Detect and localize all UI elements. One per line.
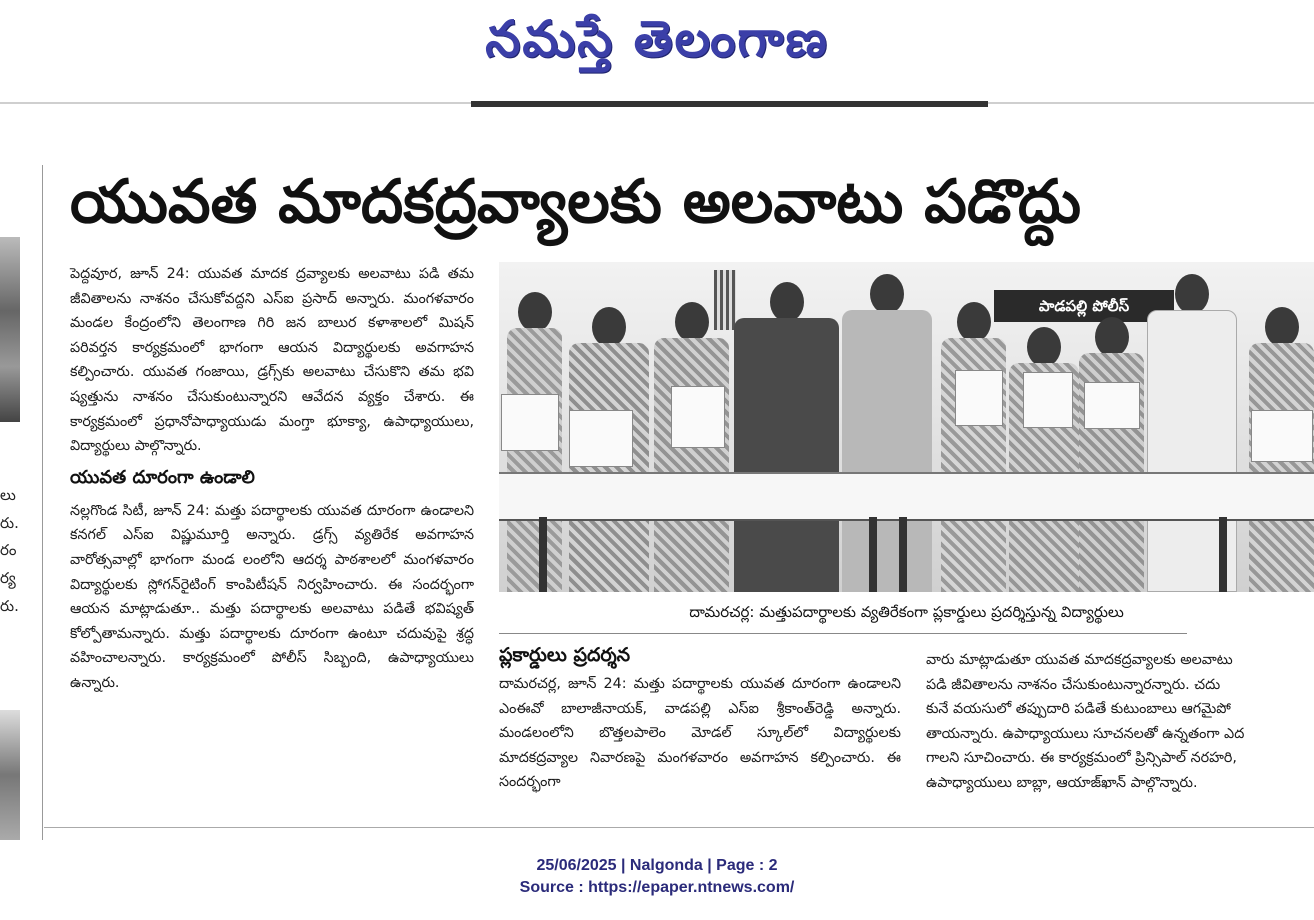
news-photo: [499, 262, 1314, 592]
column-left: [70, 262, 474, 696]
photo-caption: దామరచర్ల: మత్తుపదార్థాలకు వ్యతిరేకంగా ప్లకార్డులు ప్రదర్శిస్తున్న విద్యార్థులు: [689, 603, 1124, 621]
student-figure: [941, 302, 1006, 592]
article-line: పడి జీవితాలను నాశనం చేసుకుంటున్నారన్నారు. చదు: [926, 676, 1221, 693]
table-leg: [539, 517, 547, 592]
article-line: వారు మాట్లాడుతూ యువత మాదకద్రవ్యాలకు అలవాటు: [926, 652, 1233, 668]
table-leg: [899, 517, 907, 592]
photo-table: [499, 472, 1314, 521]
article-body: దామరచర్ల, జూన్ 24: మత్తు పదార్థాలకు యువత దూరంగా ఉండాలని ఎంఈవో బాలాజీనాయక్, వాడపల్లి ఎస్ఐ శ్రీకాంత్‌రెడ్డి అన్నారు. మండలంలోని బొత్తలపాలెం మోడల్ స్కూల్‌లో విద్యార్థులకు మాదకద్రవ్యాల నివారణపై మంగళవారం అవగాహన కల్పించారు. ఈ సందర్భంగా: [499, 676, 901, 791]
placard: [671, 386, 725, 448]
caption-rule: [499, 633, 1187, 634]
epaper-footer: [0, 855, 1314, 899]
article-body: పెద్దవూర, జూన్ 24: యువత మాదక ద్రవ్యాలకు అలవాటు పడి తమ జీవితాలను నాశనం చేసుకోవద్దని ఎస్ఐ ప్రసాద్ అన్నారు. మంగళవారం మండల కేంద్రంలోని తెలంగాణ గిరి జన బాలుర కళాశాలలో మిషన్ పరివర్తన కార్యక్రమంలో భాగంగా ఆయన విద్యార్థులకు అవగాహన కల్పించారు. యువత గంజాయి, డ్రగ్స్‌కు అలవాటు చేసుకొని తమ భవి ష్యత్తును నాశనం చేసుకుంటున్నారని ఆవేదన వ్యక్తం చేశారు. ఈ కార్యక్రమంలో ప్రధానోపాధ్యాయుడు మంగ్తా భూక్యా, ఉపాధ్యాయులు, విద్యార్థులు పాల్గొన్నారు.: [70, 266, 474, 455]
article-line: గాలని సూచించారు. ఈ కార్యక్రమంలో ప్రిన్సిపాల్ నరహరి,: [926, 750, 1237, 767]
placard: [569, 410, 633, 467]
fragment-text: రు.: [0, 597, 19, 615]
masthead-accent-rule: [471, 101, 988, 107]
table-leg: [1219, 517, 1227, 592]
newspaper-logo: నమస్తే తెలంగాణ: [485, 10, 829, 68]
police-station-sign: పాడపల్లి పోలీస్: [994, 290, 1174, 322]
student-figure: [1009, 327, 1079, 592]
adjacent-photo: [0, 710, 20, 840]
placard: [1023, 372, 1073, 428]
column-right: [926, 648, 1314, 796]
article-subhead: యువత దూరంగా ఉండాలి: [70, 466, 255, 488]
fragment-text: రం: [0, 541, 17, 559]
placard: [501, 394, 559, 451]
fragment-text: రు.: [0, 514, 19, 532]
official-figure: [734, 282, 839, 592]
article-subhead: ప్లకార్డులు ప్రదర్శన: [499, 644, 631, 666]
source-link[interactable]: Source : https://epaper.ntnews.com/: [519, 879, 795, 896]
table-leg: [869, 517, 877, 592]
fragment-text: లు: [0, 486, 16, 504]
article-body: నల్లగొండ సిటీ, జూన్ 24: మత్తు పదార్థాలకు యువత దూరంగా ఉండాలని కనగల్ ఎస్ఐ విష్ణుమూర్తి అన్నారు. డ్రగ్స్ వ్యతిరేక అవగాహన వారోత్సవాల్లో భాగంగా మండ లంలోని ఆదర్శ పాఠశాలలో మంగళవారం విద్యార్థులకు స్లోగన్‌రైటింగ్ కాంపిటీషన్ నిర్వహించారు. ఈ సందర్భంగా ఆయన మాట్లాడుతూ.. మత్తు పదార్థాలకు అలవాటు పడితే భవిష్యత్ కోల్పోతామన్నారు. మత్తు పదార్థాలకు దూరంగా ఉంటూ చదువుపై శ్రద్ధ వహించాలన్నారు. కార్యక్రమంలో పోలీస్ సిబ్బంది, ఉపాధ్యాయులు ఉన్నారు.: [70, 502, 474, 691]
article-line: తాయన్నారు. ఉపాధ్యాయులు సూచనలతో ఉన్నతంగా ఎద: [926, 725, 1245, 742]
column-rule: [42, 165, 43, 840]
student-figure: [1079, 317, 1144, 592]
article-line: ఉపాధ్యాయులు బాబ్లా, ఆయాజ్‌ఖాన్ పాల్గొన్నారు.: [926, 774, 1198, 791]
police-officer-figure: [842, 274, 932, 592]
headline: యువత మాదకద్రవ్యాలకు అలవాటు పడొద్దు: [70, 167, 1082, 237]
article-line: కునే వయసులో తప్పుదారి పడితే కుటుంబాలు ఆగమైపో: [926, 701, 1231, 718]
column-middle: [499, 640, 901, 795]
fragment-text: ర్య: [0, 569, 16, 587]
masthead: [0, 0, 1314, 80]
placard: [1251, 410, 1313, 462]
edition-info: 25/06/2025 | Nalgonda | Page : 2: [536, 857, 778, 874]
adjacent-photo: [0, 237, 20, 422]
placard: [1084, 382, 1140, 429]
page-bottom-rule: [44, 827, 1314, 828]
placard: [955, 370, 1003, 426]
adjacent-column-fragment: [0, 110, 44, 840]
